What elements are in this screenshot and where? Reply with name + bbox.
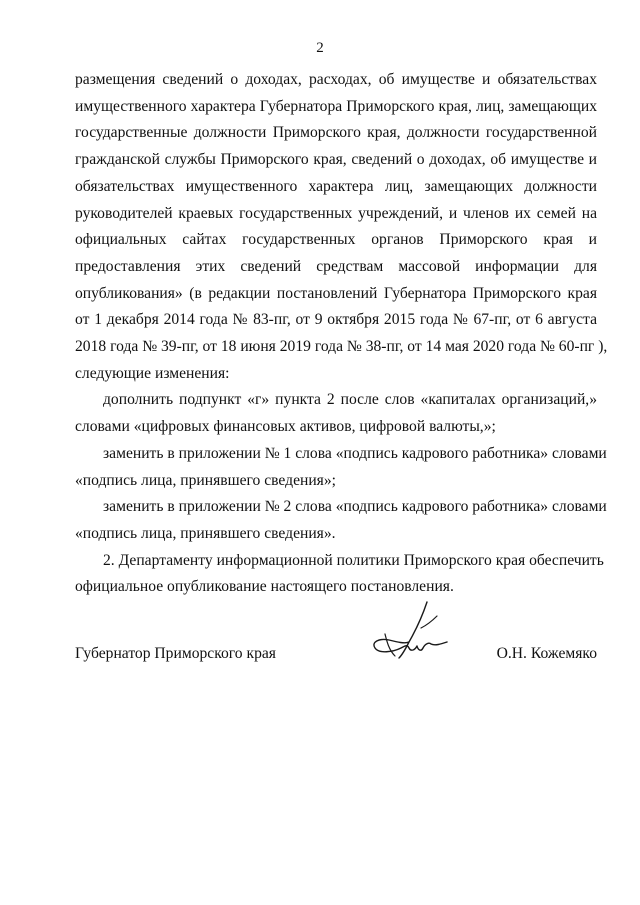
handwritten-signature (365, 598, 449, 672)
document-body (75, 67, 608, 601)
text-line: имущественного характера Губернатора Приморского края, лиц, замещающих (75, 97, 597, 115)
text-line: государственные должности Приморского края, должности государственной (75, 124, 597, 142)
text-line: дополнить подпункт «г» пункта 2 после слов «капиталах организаций,» (103, 391, 597, 409)
paragraph-continuation (75, 67, 608, 387)
page-number: 2 (316, 40, 324, 56)
text-line: опубликования» (в редакции постановлений Губернатора Приморского края (75, 284, 597, 302)
text-line: гражданской службы Приморского края, сведений о доходах, об имуществе и (75, 151, 597, 169)
paragraph-item-2 (75, 548, 604, 601)
text-line: «подпись лица, принявшего сведения»; (75, 471, 336, 489)
text-line: следующие изменения: (75, 364, 230, 382)
text-line: заменить в приложении № 2 слова «подпись кадрового работника» словами (103, 498, 607, 516)
signatory-name: О.Н. Кожемяко (496, 645, 597, 662)
change-item-2 (75, 441, 607, 494)
text-line: руководителей краевых государственных учреждений, и членов их семей на (75, 204, 597, 222)
change-item-3 (75, 494, 607, 547)
text-line: предоставления этих сведений средствам массовой информации для (75, 257, 597, 275)
text-line: 2. Департаменту информационной политики Приморского края обеспечить (103, 551, 604, 569)
text-line: заменить в приложении № 1 слова «подпись кадрового работника» словами (103, 444, 607, 462)
change-item-1 (75, 387, 597, 440)
signature-block (75, 620, 597, 680)
text-line: официальное опубликование настоящего постановления. (75, 578, 454, 596)
text-line: от 1 декабря 2014 года № 83-пг, от 9 октября 2015 года № 67-пг, от 6 августа (75, 311, 597, 329)
text-line: словами «цифровых финансовых активов, цифровой валюты,»; (75, 418, 496, 436)
text-line: размещения сведений о доходах, расходах, об имуществе и обязательствах (75, 71, 597, 88)
text-line: обязательствах имущественного характера лиц, замещающих должности (75, 177, 597, 195)
signatory-title: Губернатор Приморского края (75, 645, 276, 662)
text-line: 2018 года № 39-пг, от 18 июня 2019 года № 38-пг, от 14 мая 2020 года № 60-пг ), (75, 338, 608, 356)
text-line: официальных сайтах государственных органов Приморского края и (75, 231, 597, 249)
text-line: «подпись лица, принявшего сведения». (75, 524, 336, 542)
